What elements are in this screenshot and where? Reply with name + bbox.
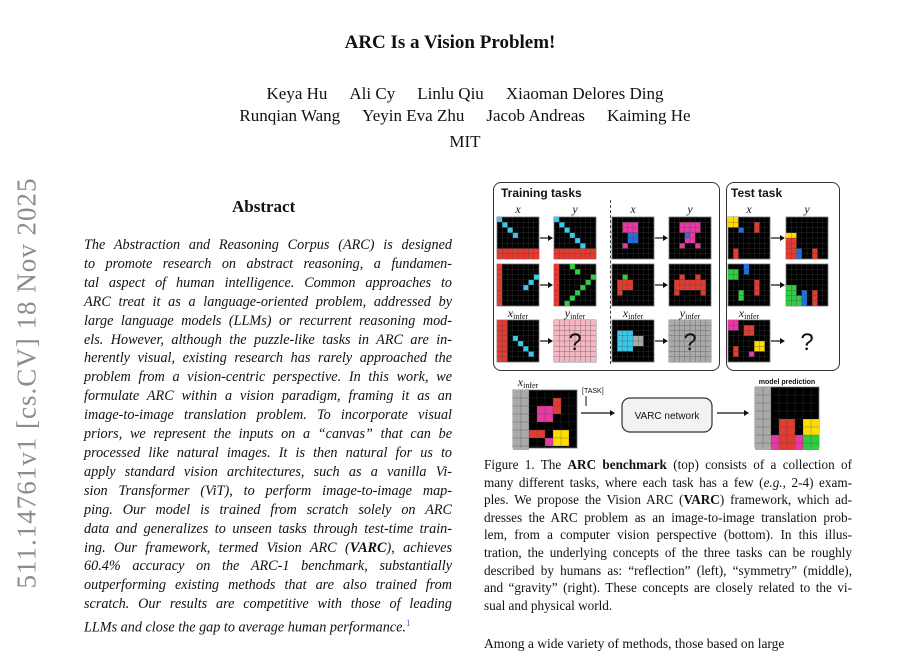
figure-caption bbox=[484, 456, 852, 614]
test-task-label: Test task bbox=[731, 186, 783, 200]
question-mark: ? bbox=[683, 329, 697, 356]
abstract-line: tal aspect of human intelligence. Common approaches to bbox=[84, 274, 452, 291]
grid-cell bbox=[497, 217, 502, 222]
abstract-line: large language models (LLMs) or recurrent reasoning mod- bbox=[84, 312, 452, 329]
arxiv-watermark: 511.14761v1 [cs.CV] 18 Nov 2025 bbox=[11, 177, 42, 589]
author-name: Xiaoman Delores Ding bbox=[505, 84, 664, 103]
arrow-head bbox=[548, 338, 553, 344]
grid-cell bbox=[575, 290, 580, 295]
col-label-x: x bbox=[746, 202, 752, 216]
grid-cell bbox=[617, 290, 622, 295]
author-name: Linlu Qiu bbox=[417, 84, 484, 103]
grid-cell bbox=[754, 280, 759, 296]
grid-cell bbox=[685, 233, 690, 238]
abstract-heading: Abstract bbox=[232, 197, 296, 216]
grid-cell bbox=[565, 228, 570, 233]
grid-cell bbox=[580, 285, 585, 290]
grid-cell bbox=[674, 290, 679, 295]
grid-cell bbox=[554, 217, 559, 222]
col-label-y: y bbox=[804, 202, 810, 216]
arrow-head bbox=[780, 235, 785, 241]
training-tasks-label: Training tasks bbox=[501, 186, 582, 200]
abstract-line: processed like natural images. It is then natural for us to bbox=[84, 444, 452, 461]
grid-cell bbox=[523, 346, 528, 351]
abstract-line: problem from a vision-centric perspective. In this work, we bbox=[84, 369, 452, 386]
author-name: Keya Hu bbox=[266, 84, 328, 103]
abstract-line: The Abstraction and Reasoning Corpus (ARC) is designed bbox=[84, 237, 452, 253]
col-label-x: x bbox=[630, 202, 636, 216]
grid-cell bbox=[591, 275, 596, 280]
caption-line: many different tasks, where each task has a few (e.g., 2-4) exam- bbox=[484, 474, 852, 490]
abstract-line: ARC treat it as a language-oriented problem, addressed by bbox=[84, 293, 452, 310]
col-label-x: x bbox=[515, 202, 521, 216]
authors-line-1 bbox=[0, 84, 900, 104]
arrow-head bbox=[663, 235, 668, 241]
grid-cell bbox=[523, 285, 528, 290]
caption-line: lem, from a computer vision perspective (bottom). In this illus- bbox=[484, 527, 852, 543]
grid-cell bbox=[812, 290, 817, 306]
author-name: Yeyin Eva Zhu bbox=[362, 106, 465, 125]
grid-cell bbox=[502, 222, 507, 227]
figure-grids bbox=[485, 180, 845, 450]
grid-cell bbox=[508, 228, 513, 233]
pipeline-arrow-head bbox=[610, 410, 615, 416]
varc-network-label: VARC network bbox=[634, 411, 700, 422]
abstract-line: ing. Our framework, termed Vision ARC (VARC), achieves bbox=[84, 539, 452, 556]
abstract-line: formulate ARC within a vision paradigm, framing it as an bbox=[84, 388, 452, 405]
grid-cell bbox=[575, 238, 580, 243]
grid-cell bbox=[534, 275, 539, 280]
abstract-body bbox=[84, 236, 452, 638]
caption-line: ples. We propose the Vision ARC (VARC) framework, which ad- bbox=[484, 492, 853, 508]
abstract-line: image-to-image translation problem. To incorporate visual bbox=[84, 407, 452, 424]
footnote-marker[interactable]: 1 bbox=[405, 618, 411, 629]
grid-cell bbox=[513, 336, 518, 341]
abstract-line: LLMs and close the gap to average human performance.$^1$ bbox=[84, 618, 411, 636]
caption-line: dresses the ARC problem as an image-to-image translation prob- bbox=[484, 509, 852, 525]
grid-cell bbox=[701, 290, 706, 295]
author-name: Jacob Andreas bbox=[486, 106, 586, 125]
arrow-head bbox=[663, 338, 668, 344]
arrow-head bbox=[548, 282, 553, 288]
col-label-y: y bbox=[687, 202, 693, 216]
paper-title: ARC Is a Vision Problem! bbox=[344, 32, 556, 53]
abstract-line: data and generalizes to unseen tasks through test-time train- bbox=[84, 520, 452, 537]
abstract-line: apply standard vision architectures, such as a vanilla Vi- bbox=[84, 463, 452, 480]
abstract-line: to promote research on abstract reasoning, a fundamen- bbox=[84, 255, 452, 272]
arrow-head bbox=[780, 338, 785, 344]
abstract-line: outperforming existing methods that are also trained from bbox=[84, 577, 452, 594]
grid-cell bbox=[570, 296, 575, 301]
grid-cell bbox=[749, 352, 754, 357]
infer-label-x: xinfer bbox=[738, 306, 760, 321]
pipeline-infer-label: xinfer bbox=[517, 375, 539, 390]
arrow-head bbox=[663, 282, 668, 288]
grid-cell bbox=[623, 243, 628, 248]
body-text-start: Among a wide variety of methods, those based on large bbox=[484, 636, 785, 651]
grid-cell bbox=[623, 275, 628, 280]
infer-label-y: yinfer bbox=[564, 306, 586, 321]
abstract-line: ping. Our model is trained from scratch solely on ARC bbox=[84, 501, 452, 518]
pipeline-arrow-head bbox=[744, 410, 749, 416]
abstract-line: priors, we represent the inputs on a “canvas” that can be bbox=[84, 426, 452, 443]
grid-cell bbox=[529, 352, 534, 357]
grid-cell bbox=[739, 228, 744, 233]
author-name: Kaiming He bbox=[607, 106, 691, 125]
abstract-line: els. However, although the puzzle-like tasks in ARC are in- bbox=[84, 331, 452, 348]
grid-cell bbox=[695, 243, 700, 248]
grid-cell bbox=[680, 275, 685, 280]
infer-label-y: yinfer bbox=[679, 306, 701, 321]
affiliation: MIT bbox=[449, 132, 481, 151]
caption-line: described by humans as: “reflection” (left), “symmetry” (middle), bbox=[484, 562, 852, 578]
arrow-head bbox=[548, 235, 553, 241]
grid-cell bbox=[559, 222, 564, 227]
varc-emphasis: VARC bbox=[349, 539, 387, 556]
grid-cell bbox=[580, 243, 585, 248]
grid-cell bbox=[680, 243, 685, 248]
infer-label-x: xinfer bbox=[622, 306, 644, 321]
caption-line: and “gravity” (right). These concepts are closely related to the vi- bbox=[484, 580, 852, 596]
caption-line: sual and physical world. bbox=[484, 597, 613, 613]
arrow-head bbox=[780, 282, 785, 288]
question-mark: ? bbox=[800, 329, 814, 356]
abstract-line: sion Transformer (ViT), to perform image-to-image map- bbox=[84, 482, 452, 499]
question-mark: ? bbox=[568, 329, 582, 356]
author-name: Ali Cy bbox=[349, 84, 396, 103]
task-token-label: [TASK] bbox=[582, 388, 604, 395]
grid-cell bbox=[518, 341, 523, 346]
abstract-line: herently visual, existing research has rarely approached the bbox=[84, 350, 452, 367]
col-label-y: y bbox=[572, 202, 578, 216]
author-name: Runqian Wang bbox=[239, 106, 341, 125]
caption-line: Figure 1. The ARC benchmark (top) consists of a collection of bbox=[484, 457, 852, 472]
grid-cell bbox=[545, 438, 553, 446]
grid-cell bbox=[795, 435, 803, 450]
grid-cell bbox=[513, 233, 518, 238]
authors-line-2 bbox=[0, 106, 900, 126]
grid-cell bbox=[575, 269, 580, 274]
abstract-line: 60.4% accuracy on the ARC-1 benchmark, substantially bbox=[84, 558, 452, 575]
abstract-line: scratch. Our results are competitive with those of leading bbox=[84, 596, 452, 613]
infer-label-x: xinfer bbox=[507, 306, 529, 321]
grid-cell bbox=[771, 435, 779, 450]
grid-cell bbox=[802, 290, 807, 306]
caption-line: tration, the underlying concepts of the three tasks can be roughly bbox=[484, 544, 852, 560]
grid-cell bbox=[529, 280, 534, 285]
grid-cell bbox=[695, 275, 700, 280]
grid-cell bbox=[570, 264, 575, 269]
model-prediction-label: model prediction bbox=[758, 379, 816, 386]
grid-cell bbox=[570, 233, 575, 238]
grid-cell bbox=[586, 280, 591, 285]
